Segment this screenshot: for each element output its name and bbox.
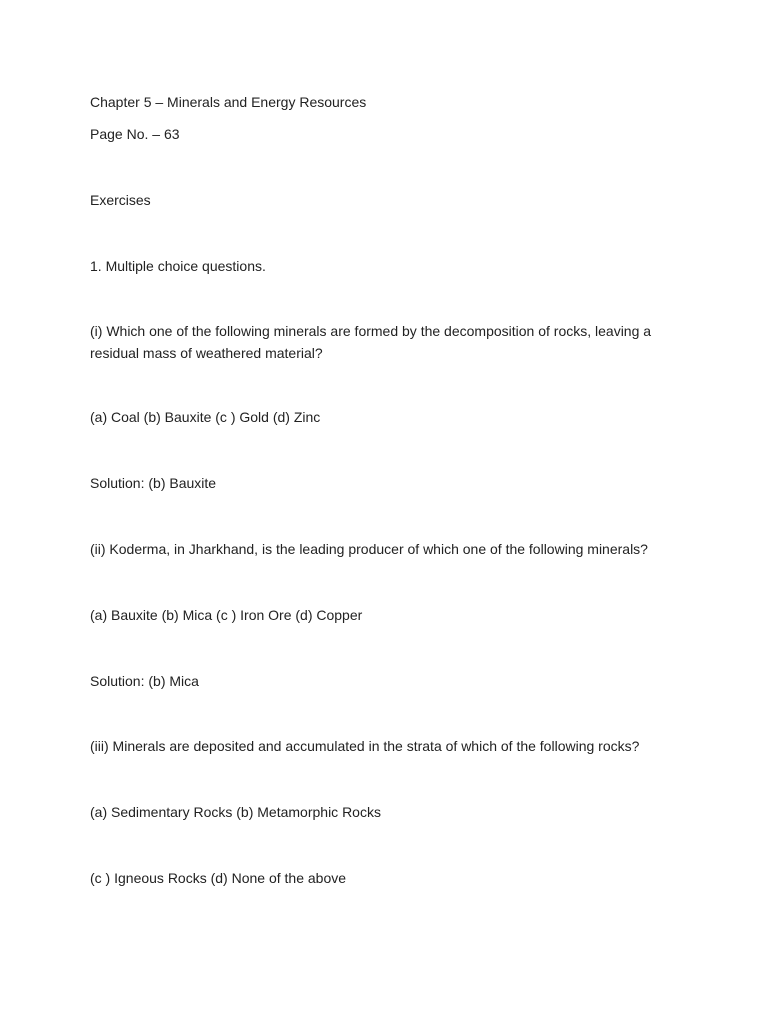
section-heading: Exercises — [90, 192, 151, 208]
chapter-title: Chapter 5 – Minerals and Energy Resources — [90, 94, 367, 110]
question-group-heading: 1. Multiple choice questions. — [90, 258, 266, 274]
page-number: Page No. – 63 — [90, 126, 180, 142]
question-3-options-line-1: (a) Sedimentary Rocks (b) Metamorphic Rocks — [90, 804, 381, 820]
question-3-text: (iii) Minerals are deposited and accumulated in the strata of which of the following rocks? — [90, 738, 640, 754]
question-1-options: (a) Coal (b) Bauxite (c ) Gold (d) Zinc — [90, 409, 321, 425]
question-2-solution: Solution: (b) Mica — [90, 673, 199, 689]
question-3-options-line-2: (c ) Igneous Rocks (d) None of the above — [90, 870, 347, 886]
question-2-text: (ii) Koderma, in Jharkhand, is the leading producer of which one of the following minerals? — [90, 541, 648, 557]
question-1-solution: Solution: (b) Bauxite — [90, 475, 217, 491]
question-1-text: (i) Which one of the following minerals are formed by the decomposition of rocks, leaving a residual mass of weathered material? — [90, 323, 652, 361]
question-2-options: (a) Bauxite (b) Mica (c ) Iron Ore (d) Copper — [90, 607, 363, 623]
